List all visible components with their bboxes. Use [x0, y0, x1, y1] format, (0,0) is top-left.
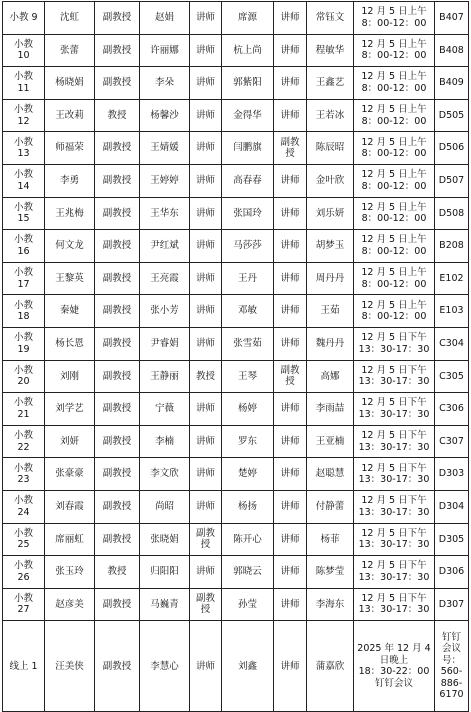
examiner2-name-cell: 郭紫阳	[222, 67, 274, 100]
secretary-name-cell: 蒲嘉欣	[307, 621, 354, 712]
examiner2-name-cell: 陈开心	[222, 523, 274, 556]
examiner2-title-cell: 讲师	[274, 99, 307, 132]
time-cell: 12 月 5 日上午 8：00-12：00	[354, 2, 435, 35]
examiner2-name-cell: 高春春	[222, 164, 274, 197]
examiner1-title-cell: 讲师	[190, 262, 222, 295]
examiner2-title-cell: 讲师	[274, 295, 307, 328]
table-row	[3, 621, 469, 712]
group-cell: 小教 16	[3, 230, 45, 263]
time-cell: 2025 年 12 月 4 日晚上 18：30-22：00 钉钉会议	[354, 621, 435, 712]
time-cell: 12 月 5 日上午 8：00-12：00	[354, 295, 435, 328]
examiner1-title-cell: 讲师	[190, 99, 222, 132]
chair-title-cell: 教授	[95, 99, 140, 132]
chair-title-cell: 副教授	[95, 523, 140, 556]
examiner2-title-cell: 讲师	[274, 197, 307, 230]
chair-name-cell: 王兆梅	[45, 197, 95, 230]
chair-name-cell: 席丽虹	[45, 523, 95, 556]
time-cell: 12 月 5 日下午 13：30-17：30	[354, 588, 435, 621]
table-row	[3, 458, 469, 491]
time-cell: 12 月 5 日下午 13：30-17：30	[354, 327, 435, 360]
chair-name-cell: 秦婕	[45, 295, 95, 328]
examiner1-title-cell: 讲师	[190, 164, 222, 197]
examiner1-title-cell: 讲师	[190, 132, 222, 165]
group-cell: 小教 9	[3, 2, 45, 35]
chair-name-cell: 杨长恩	[45, 327, 95, 360]
chair-title-cell: 副教授	[95, 588, 140, 621]
examiner2-name-cell: 杨婷	[222, 393, 274, 426]
chair-name-cell: 张豪豪	[45, 458, 95, 491]
examiner1-title-cell: 讲师	[190, 393, 222, 426]
chair-name-cell: 杨晓娟	[45, 67, 95, 100]
examiner1-title-cell: 讲师	[190, 67, 222, 100]
time-cell: 12 月 5 日上午 8：00-12：00	[354, 164, 435, 197]
room-cell: B408	[435, 34, 469, 67]
table-row	[3, 295, 469, 328]
room-cell: D307	[435, 588, 469, 621]
examiner2-name-cell: 罗东	[222, 425, 274, 458]
chair-name-cell: 李勇	[45, 164, 95, 197]
chair-name-cell: 刘刚	[45, 360, 95, 393]
table-row	[3, 2, 469, 35]
examiner1-name-cell: 王静丽	[140, 360, 190, 393]
time-cell: 12 月 5 日下午 13：30-17：30	[354, 360, 435, 393]
room-cell: E102	[435, 262, 469, 295]
defense-schedule-table	[2, 1, 469, 712]
schedule-rows	[3, 2, 469, 712]
examiner2-title-cell: 讲师	[274, 34, 307, 67]
table-row	[3, 360, 469, 393]
chair-title-cell: 副教授	[95, 230, 140, 263]
secretary-name-cell: 周丹丹	[307, 262, 354, 295]
examiner1-title-cell: 副教 授	[190, 588, 222, 621]
examiner2-title-cell: 讲师	[274, 523, 307, 556]
examiner1-title-cell: 讲师	[190, 230, 222, 263]
group-cell: 小教 10	[3, 34, 45, 67]
table-row	[3, 230, 469, 263]
time-cell: 12 月 5 日上午 8：00-12：00	[354, 99, 435, 132]
group-cell: 小教 23	[3, 458, 45, 491]
table-row	[3, 67, 469, 100]
group-cell: 小教 22	[3, 425, 45, 458]
room-cell: E103	[435, 295, 469, 328]
room-cell: B409	[435, 67, 469, 100]
group-cell: 小教 12	[3, 99, 45, 132]
examiner2-name-cell: 刘鑫	[222, 621, 274, 712]
examiner1-name-cell: 李文欣	[140, 458, 190, 491]
time-cell: 12 月 5 日上午 8：00-12：00	[354, 262, 435, 295]
room-cell: D305	[435, 523, 469, 556]
examiner2-name-cell: 王琴	[222, 360, 274, 393]
examiner1-name-cell: 杨馨沙	[140, 99, 190, 132]
room-cell: B407	[435, 2, 469, 35]
examiner2-name-cell: 张国玲	[222, 197, 274, 230]
examiner1-title-cell: 教授	[190, 360, 222, 393]
table-row	[3, 393, 469, 426]
examiner2-name-cell: 闫鹏旗	[222, 132, 274, 165]
group-cell: 小教 18	[3, 295, 45, 328]
examiner1-title-cell: 副教 授	[190, 523, 222, 556]
examiner2-title-cell: 副教 授	[274, 132, 307, 165]
time-cell: 12 月 5 日下午 13：30-17：30	[354, 556, 435, 589]
secretary-name-cell: 杨菲	[307, 523, 354, 556]
chair-name-cell: 刘春霞	[45, 490, 95, 523]
examiner1-name-cell: 许丽娜	[140, 34, 190, 67]
chair-name-cell: 刘学艺	[45, 393, 95, 426]
group-cell: 小教 11	[3, 67, 45, 100]
chair-title-cell: 副教授	[95, 393, 140, 426]
examiner1-name-cell: 宁薇	[140, 393, 190, 426]
chair-title-cell: 副教授	[95, 458, 140, 491]
examiner2-title-cell: 讲师	[274, 262, 307, 295]
chair-title-cell: 副教授	[95, 360, 140, 393]
examiner2-title-cell: 讲师	[274, 425, 307, 458]
secretary-name-cell: 陈梦莹	[307, 556, 354, 589]
chair-title-cell: 副教授	[95, 490, 140, 523]
examiner2-title-cell: 副教 授	[274, 360, 307, 393]
examiner2-name-cell: 杨扬	[222, 490, 274, 523]
secretary-name-cell: 李海东	[307, 588, 354, 621]
time-cell: 12 月 5 日上午 8：00-12：00	[354, 230, 435, 263]
examiner1-title-cell: 讲师	[190, 34, 222, 67]
time-cell: 12 月 5 日下午 13：30-17：30	[354, 490, 435, 523]
group-cell: 小教 15	[3, 197, 45, 230]
time-cell: 12 月 5 日下午 13：30-17：30	[354, 458, 435, 491]
chair-name-cell: 王黎英	[45, 262, 95, 295]
examiner2-name-cell: 王丹	[222, 262, 274, 295]
chair-name-cell: 何文龙	[45, 230, 95, 263]
group-cell: 小教 17	[3, 262, 45, 295]
room-cell: D306	[435, 556, 469, 589]
time-cell: 12 月 5 日上午 8：00-12：00	[354, 132, 435, 165]
examiner2-title-cell: 讲师	[274, 164, 307, 197]
examiner2-name-cell: 杭上尚	[222, 34, 274, 67]
chair-name-cell: 沈虹	[45, 2, 95, 35]
secretary-name-cell: 李雨喆	[307, 393, 354, 426]
examiner2-title-cell: 讲师	[274, 458, 307, 491]
time-cell: 12 月 5 日上午 8：00-12：00	[354, 197, 435, 230]
secretary-name-cell: 王亚楠	[307, 425, 354, 458]
examiner1-name-cell: 张小芳	[140, 295, 190, 328]
room-cell: C304	[435, 327, 469, 360]
table-row	[3, 132, 469, 165]
chair-title-cell: 副教授	[95, 621, 140, 712]
chair-title-cell: 副教授	[95, 164, 140, 197]
group-cell: 小教 27	[3, 588, 45, 621]
secretary-name-cell: 赵聪慧	[307, 458, 354, 491]
chair-title-cell: 副教授	[95, 262, 140, 295]
table-row	[3, 425, 469, 458]
examiner2-name-cell: 金得华	[222, 99, 274, 132]
chair-title-cell: 副教授	[95, 2, 140, 35]
chair-name-cell: 刘妍	[45, 425, 95, 458]
table-row	[3, 262, 469, 295]
examiner1-title-cell: 讲师	[190, 327, 222, 360]
chair-name-cell: 赵彦美	[45, 588, 95, 621]
examiner1-title-cell: 讲师	[190, 556, 222, 589]
secretary-name-cell: 胡梦玉	[307, 230, 354, 263]
examiner1-title-cell: 讲师	[190, 621, 222, 712]
group-cell: 小教 24	[3, 490, 45, 523]
examiner1-name-cell: 李朵	[140, 67, 190, 100]
examiner1-name-cell: 王华东	[140, 197, 190, 230]
examiner2-title-cell: 讲师	[274, 621, 307, 712]
table-row	[3, 34, 469, 67]
secretary-name-cell: 王茹	[307, 295, 354, 328]
group-cell: 小教 21	[3, 393, 45, 426]
table-row	[3, 588, 469, 621]
examiner1-name-cell: 王婷婷	[140, 164, 190, 197]
chair-title-cell: 副教授	[95, 327, 140, 360]
examiner1-title-cell: 讲师	[190, 295, 222, 328]
examiner1-name-cell: 张晓娟	[140, 523, 190, 556]
examiner2-title-cell: 讲师	[274, 556, 307, 589]
examiner2-title-cell: 讲师	[274, 230, 307, 263]
secretary-name-cell: 陈辰昭	[307, 132, 354, 165]
examiner2-name-cell: 楚婷	[222, 458, 274, 491]
examiner2-title-cell: 讲师	[274, 2, 307, 35]
examiner2-name-cell: 张雪茹	[222, 327, 274, 360]
examiner1-title-cell: 讲师	[190, 197, 222, 230]
room-cell: D303	[435, 458, 469, 491]
room-cell: C305	[435, 360, 469, 393]
chair-title-cell: 教授	[95, 556, 140, 589]
examiner1-name-cell: 李慧心	[140, 621, 190, 712]
time-cell: 12 月 5 日上午 8：00-12：00	[354, 67, 435, 100]
table-row	[3, 99, 469, 132]
group-cell: 小教 14	[3, 164, 45, 197]
group-cell: 线上 1	[3, 621, 45, 712]
chair-title-cell: 副教授	[95, 295, 140, 328]
table-row	[3, 164, 469, 197]
chair-title-cell: 副教授	[95, 197, 140, 230]
chair-title-cell: 副教授	[95, 132, 140, 165]
room-cell: 钉钉 会议 号： 560- 886- 6170	[435, 621, 469, 712]
examiner1-name-cell: 马巍青	[140, 588, 190, 621]
examiner2-title-cell: 讲师	[274, 490, 307, 523]
group-cell: 小教 19	[3, 327, 45, 360]
secretary-name-cell: 刘乐妍	[307, 197, 354, 230]
chair-name-cell: 汪美侠	[45, 621, 95, 712]
examiner1-name-cell: 李楠	[140, 425, 190, 458]
examiner2-name-cell: 邓敏	[222, 295, 274, 328]
room-cell: D506	[435, 132, 469, 165]
secretary-name-cell: 程敏华	[307, 34, 354, 67]
examiner2-title-cell: 讲师	[274, 327, 307, 360]
chair-name-cell: 王改莉	[45, 99, 95, 132]
examiner2-name-cell: 郭晓云	[222, 556, 274, 589]
room-cell: D304	[435, 490, 469, 523]
room-cell: D507	[435, 164, 469, 197]
room-cell: C307	[435, 425, 469, 458]
secretary-name-cell: 王鑫艺	[307, 67, 354, 100]
examiner2-name-cell: 席源	[222, 2, 274, 35]
table-row	[3, 490, 469, 523]
table-row	[3, 327, 469, 360]
room-cell: D505	[435, 99, 469, 132]
table-row	[3, 197, 469, 230]
secretary-name-cell: 金叶欣	[307, 164, 354, 197]
chair-title-cell: 副教授	[95, 67, 140, 100]
examiner1-name-cell: 尹红斌	[140, 230, 190, 263]
examiner2-title-cell: 讲师	[274, 67, 307, 100]
examiner1-title-cell: 讲师	[190, 490, 222, 523]
group-cell: 小教 26	[3, 556, 45, 589]
secretary-name-cell: 常钰文	[307, 2, 354, 35]
examiner1-name-cell: 王亮霞	[140, 262, 190, 295]
time-cell: 12 月 5 日下午 13：30-17：30	[354, 425, 435, 458]
group-cell: 小教 13	[3, 132, 45, 165]
examiner2-name-cell: 孙莹	[222, 588, 274, 621]
secretary-name-cell: 王若冰	[307, 99, 354, 132]
examiner1-title-cell: 讲师	[190, 458, 222, 491]
secretary-name-cell: 魏丹丹	[307, 327, 354, 360]
room-cell: D508	[435, 197, 469, 230]
examiner1-name-cell: 王婧媛	[140, 132, 190, 165]
time-cell: 12 月 5 日下午 13：30-17：30	[354, 393, 435, 426]
secretary-name-cell: 高娜	[307, 360, 354, 393]
chair-name-cell: 师福荣	[45, 132, 95, 165]
examiner1-name-cell: 尚昭	[140, 490, 190, 523]
examiner1-name-cell: 赵娟	[140, 2, 190, 35]
secretary-name-cell: 付静蕾	[307, 490, 354, 523]
chair-title-cell: 副教授	[95, 34, 140, 67]
table-row	[3, 523, 469, 556]
examiner1-name-cell: 尹睿娟	[140, 327, 190, 360]
examiner1-title-cell: 讲师	[190, 425, 222, 458]
group-cell: 小教 25	[3, 523, 45, 556]
table-row	[3, 556, 469, 589]
chair-name-cell: 张玉玲	[45, 556, 95, 589]
chair-title-cell: 副教授	[95, 425, 140, 458]
room-cell: C306	[435, 393, 469, 426]
examiner2-title-cell: 讲师	[274, 393, 307, 426]
examiner2-title-cell: 讲师	[274, 588, 307, 621]
examiner1-name-cell: 归阳阳	[140, 556, 190, 589]
room-cell: B208	[435, 230, 469, 263]
examiner1-title-cell: 讲师	[190, 2, 222, 35]
examiner2-name-cell: 马莎莎	[222, 230, 274, 263]
chair-name-cell: 张蕾	[45, 34, 95, 67]
time-cell: 12 月 5 日上午 8：00-12：00	[354, 34, 435, 67]
group-cell: 小教 20	[3, 360, 45, 393]
time-cell: 12 月 5 日下午 13：30-17：30	[354, 523, 435, 556]
